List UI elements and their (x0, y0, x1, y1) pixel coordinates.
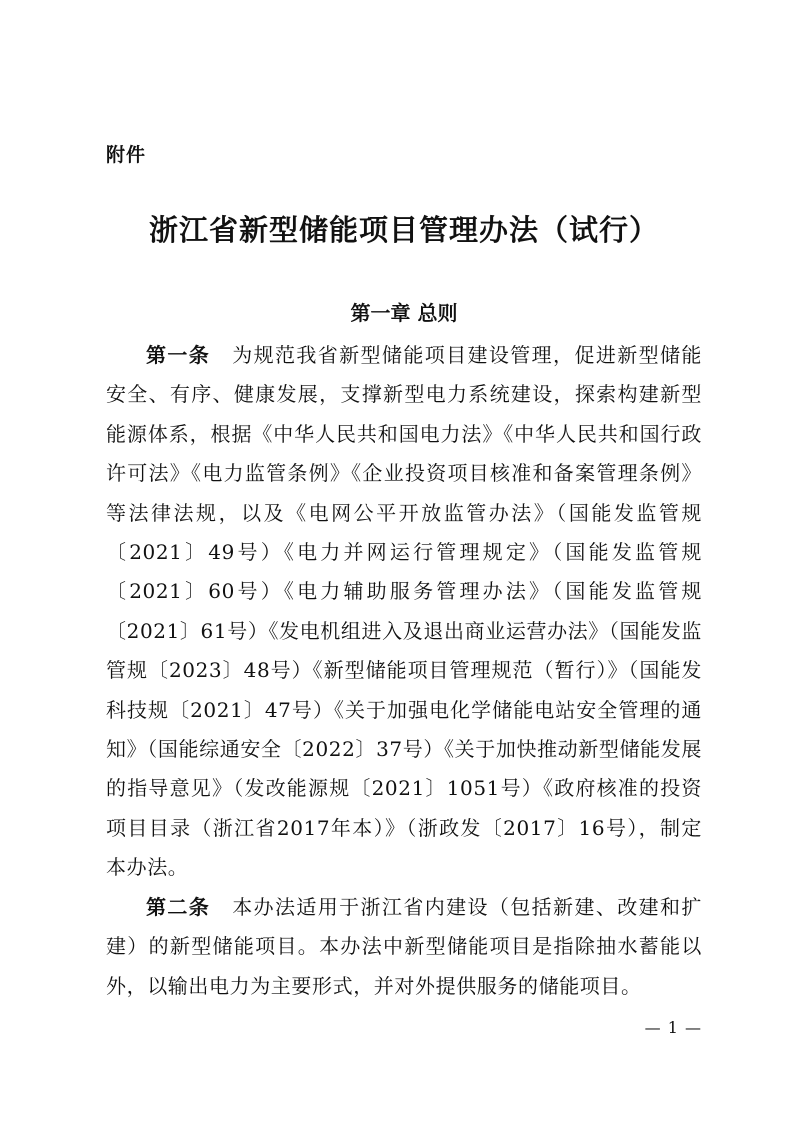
attachment-label: 附件 (106, 144, 147, 166)
article-2-heading: 第二条 (146, 894, 211, 919)
article-1-heading: 第一条 (146, 343, 211, 367)
document-body (106, 336, 702, 1006)
chapter-heading: 第一章 总则 (350, 301, 458, 325)
article-2 (106, 888, 702, 1006)
page-number: — 1 — (644, 1018, 702, 1037)
article-2-text: 本办法适用于浙江省内建设（包括新建、改建和扩建）的新型储能项目。本办法中新型储能项目是指除抽水蓄能以外，以输出电力为主要形式，并对外提供服务的储能项目。 (106, 894, 702, 998)
article-1 (106, 336, 702, 888)
article-1-text: 为规范我省新型储能项目建设管理，促进新型储能安全、有序、健康发展，支撑新型电力系统建设，探索构建新型能源体系，根据《中华人民共和国电力法》《中华人民共和国行政许可法》《电力监管条例》《企业投资项目核准和备案管理条例》等法律法规，以及《电网公平开放监管办法》（国能发监管规〔2021〕49号）《电力并网运行管理规定》（国能发监管规〔2021〕60号）《电力辅助服务管理办法》（国能发监管规〔2021〕61号）《发电机组进入及退出商业运营办法》（国能发监管规〔2023〕48号）《新型储能项目管理规范（暂行）》（国能发科技规〔2021〕47号）《关于加强电化学储能电站安全管理的通知》（国能综通安全〔2022〕37号）《关于加快推动新型储能发展的指导意见》（发改能源规〔2021〕1051号）《政府核准的投资项目目录（浙江省2017年本）》（浙政发〔2017〕16号），制定本办法。 (106, 343, 702, 880)
document-title: 浙江省新型储能项目管理办法（试行） (148, 213, 659, 247)
